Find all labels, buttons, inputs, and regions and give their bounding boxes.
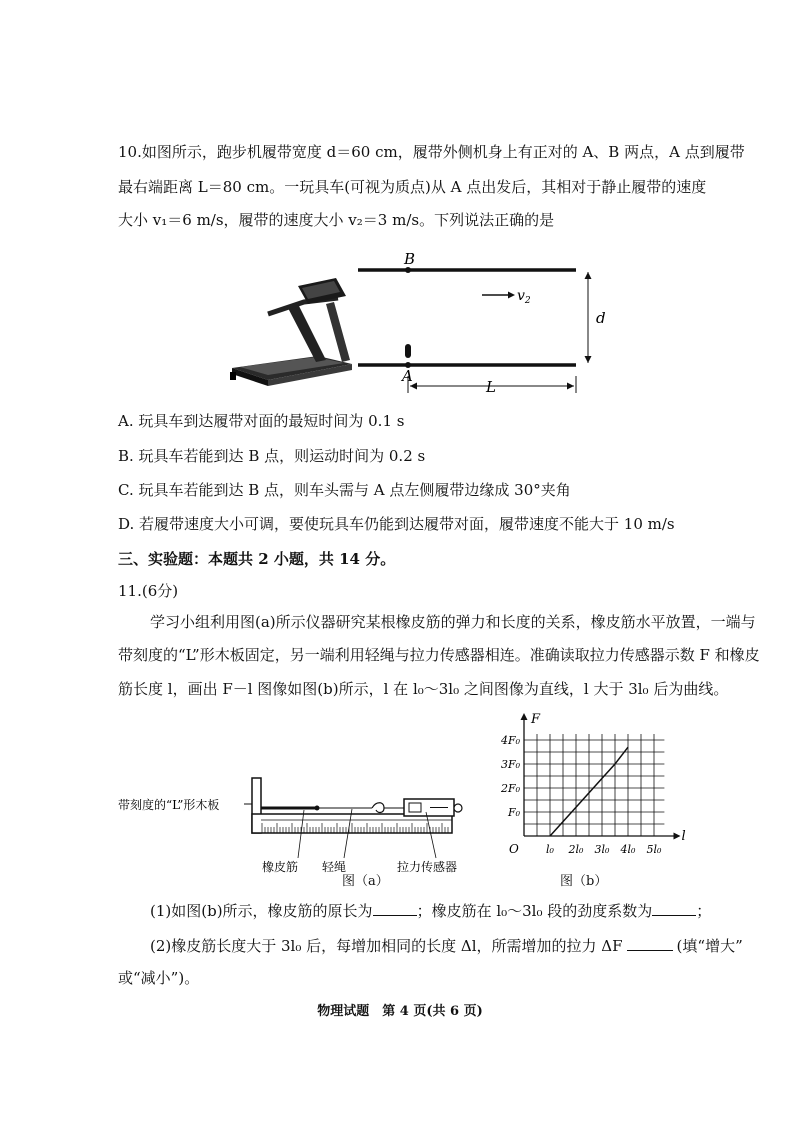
y-tick-label: F₀ [507,806,520,819]
q10-option-d: D. 若履带速度大小可调，要使玩具车仍能到达履带对面，履带速度不能大于 10 m/s [118,515,675,533]
q11-sub-2 [150,935,743,957]
y-tick-label: 3F₀ [500,758,520,771]
x-tick-label: 4l₀ [620,843,636,856]
rubber-band-label: 橡皮筋 [262,860,299,874]
sub2-text-a: (2)橡皮筋长度大于 3l₀ 后，每增加相同的长度 Δl，所需增加的拉力 ΔF [150,937,623,955]
q10-line-1: 10.如图所示，跑步机履带宽度 d＝60 cm，履带外侧机身上有正对的 A、B 两点，A 点到履带 [118,143,745,161]
q10-belt-diagram [358,248,608,408]
figure-a-apparatus [112,770,472,890]
sub1-text-c: ； [696,902,712,920]
q10-option-a: A. 玩具车到达履带对面的最短时间为 0.1 s [118,412,405,430]
rope-label: 轻绳 [322,860,347,874]
q10-option-b: B. 玩具车若能到达 B 点，则运动时间为 0.2 s [118,447,426,465]
velocity-label: $v_2$ [517,288,531,306]
sensor-label: 拉力传感器 [397,860,458,874]
y-axis-label: F [531,712,541,727]
board-label: 带刻度的“L”形木板 [118,798,220,812]
x-tick-label: 3l₀ [594,843,610,856]
sub2-text-b: (填“增大” [676,937,743,955]
answer-blank-3[interactable] [627,936,673,951]
q10-option-c: C. 玩具车若能到达 B 点，则车头需与 A 点左侧履带边缘成 30°夹角 [118,481,571,499]
q11-sub-2-cont: 或“减小”)。 [118,969,200,987]
point-b-label: B [404,250,416,268]
figure-b-caption: 图（b） [560,874,608,889]
figure-b-graph [496,706,686,866]
treadmill-photo [228,268,358,390]
answer-blank-2[interactable] [652,901,696,916]
width-label: d [596,309,606,327]
y-tick-label: 4F₀ [500,734,520,747]
q10-line-3: 大小 v₁＝6 m/s，履带的速度大小 v₂＝3 m/s。下列说法正确的是 [118,211,555,229]
q11-para-3: 筋长度 l，画出 F－l 图像如图(b)所示，l 在 l₀～3l₀ 之间图像为直线，l 大于 3l₀ 后为曲线。 [118,680,729,698]
y-axis-arrow [521,713,528,720]
q11-header: 11.(6分) [118,582,179,600]
figure-a-caption: 图（a） [342,874,389,889]
q11-sub-1 [150,900,711,922]
page-footer: 物理试题 第 4 页(共 6 页) [317,1004,483,1019]
point-a-label: A [402,367,413,385]
section-3-heading: 三、实验题：本题共 2 小题，共 14 分。 [118,550,396,568]
q11-para-2: 带刻度的“L”形木板固定，另一端利用轻绳与拉力传感器相连。准确读取拉力传感器示数 F 和橡皮 [118,646,760,664]
x-axis-label: l [681,829,686,844]
sub1-text-b: ；橡皮筋在 l₀～3l₀ 段的劲度系数为 [416,902,653,920]
length-label: L [486,378,496,396]
y-tick-label: 2F₀ [500,782,520,795]
q11-para-1: 学习小组利用图(a)所示仪器研究某根橡皮筋的弹力和长度的关系，橡皮筋水平放置，一端与 [150,613,756,631]
x-axis-arrow [674,833,681,840]
x-tick-label: l₀ [546,843,554,856]
x-tick-label: 2l₀ [568,843,584,856]
origin-label: O [509,842,519,856]
answer-blank-1[interactable] [373,901,417,916]
x-tick-label: 5l₀ [646,843,662,856]
q10-line-2: 最右端距离 L＝80 cm。一玩具车(可视为质点)从 A 点出发后，其相对于静止履带的速度 [118,178,707,196]
sub1-text-a: (1)如图(b)所示，橡皮筋的原长为 [150,902,373,920]
